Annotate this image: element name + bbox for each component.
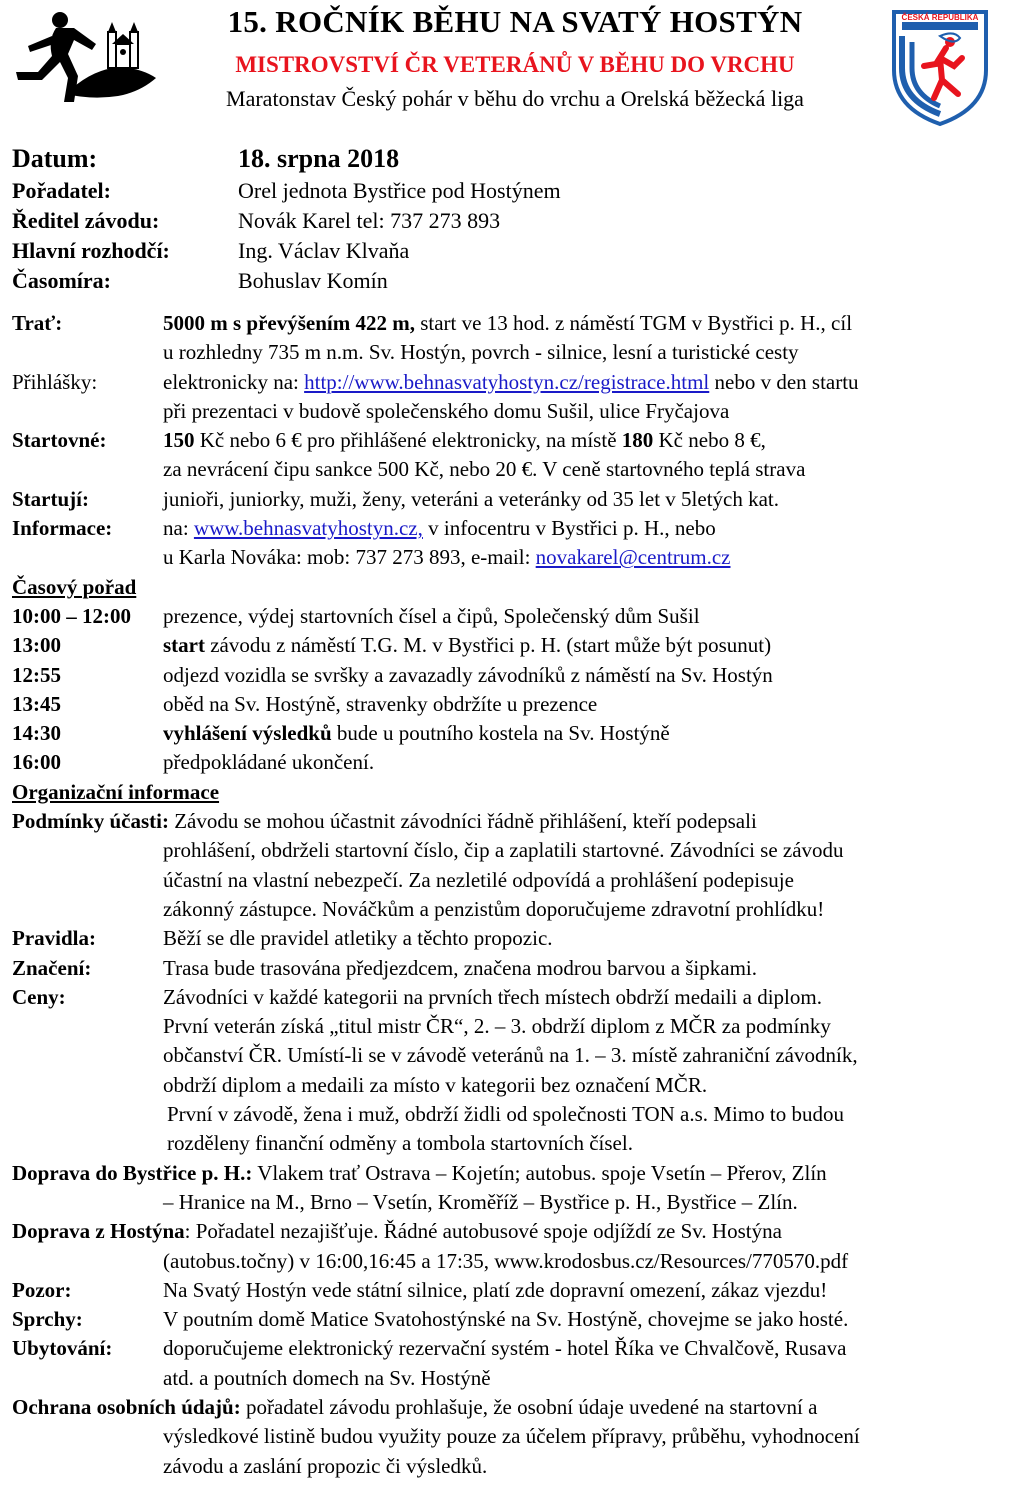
referee-row: Hlavní rozhodčí: Ing. Václav Klvaňa — [12, 238, 410, 263]
podminky-row-2: prohlášení, obdrželi startovní číslo, čip a zaplatili startovné. Závodníci se závodu — [163, 838, 844, 863]
schedule-item — [12, 602, 1018, 631]
schedule-time: 14:30 — [12, 721, 61, 746]
header — [0, 0, 1024, 140]
podminky-row: Podmínky účasti: Závodu se mohou účastnit závodníci řádně přihlášení, kteří podepsali — [12, 809, 757, 834]
ubytovani-row: Ubytování: doporučujeme elektronický rezervační systém - hotel Říka ve Chvalčově, Rusava — [12, 1336, 847, 1361]
ceny-row-5: První v závodě, žena i muž, obdrží židli od společnosti TON a.s. Mimo to budou — [167, 1102, 844, 1127]
subtitle: MISTROVSTVÍ ČR VETERÁNŮ V BĚHU DO VRCHU — [235, 52, 795, 77]
schedule-list — [12, 602, 1018, 778]
propositions — [12, 309, 1018, 1481]
informace-row: Informace: na: www.behnasvatyhostyn.cz, v infocentru v Bystřici p. H., nebo — [12, 516, 716, 541]
federation-shield-logo — [888, 8, 992, 128]
trat-row-2: u rozhledny 735 m n.m. Sv. Hostýn, povrch - silnice, lesní a turistické cesty — [163, 340, 799, 365]
ceny-row-2: První veterán získá „titul mistr ČR“, 2. – 3. obdrží diplom z MČR za podmínky — [163, 1014, 831, 1039]
znaceni-row: Značení: Trasa bude trasována předjezdcem, značena modrou barvou a šipkami. — [12, 955, 758, 980]
schedule-item — [12, 690, 1018, 719]
page-title: 15. ROČNÍK BĚHU NA SVATÝ HOSTÝN — [227, 4, 803, 39]
ochrana-row: Ochrana osobních údajů: pořadatel závodu prohlašuje, že osobní údaje uvedené na startovní a — [12, 1394, 818, 1419]
ochrana-row-2: výsledkové listině budou využity pouze za účelem přípravy, průběhu, vyhodnocení — [163, 1424, 860, 1449]
schedule-time: 13:00 — [12, 633, 61, 658]
event-info — [12, 142, 1012, 296]
website-link[interactable]: www.behnasvatyhostyn.cz, — [193, 516, 423, 541]
prihlasky-row-2: při prezentaci v budově společenského domu Sušil, ulice Fryčajova — [163, 398, 730, 423]
podminky-row-4: zákonný zástupce. Nováčkům a penzistům doporučujeme zdravotní prohlídku! — [163, 896, 825, 921]
schedule-item — [12, 631, 1018, 660]
schedule-time: 10:00 – 12:00 — [12, 603, 131, 628]
ceny-row-4: obdrží diplom a medaili za místo v kategorii bez označení MČR. — [163, 1072, 708, 1097]
startuji-row: Startují: junioři, juniorky, muži, ženy, veteráni a veteránky od 35 let v 5letých kat. — [12, 486, 780, 511]
director-row: Ředitel závodu: Novák Karel tel: 737 273 893 — [12, 208, 501, 233]
subtitle-series: Maratonstav Český pohár v běhu do vrchu a Orelská běžecká liga — [226, 86, 804, 111]
doprava-do-row: Doprava do Bystřice p. H.: Vlakem trať Ostrava – Kojetín; autobus. spoje Vsetín – Přerov, Zlín — [12, 1160, 827, 1185]
schedule-title: Časový pořad — [12, 574, 137, 599]
schedule-time: 13:45 — [12, 691, 61, 716]
schedule-item — [12, 748, 1018, 777]
schedule-text: odjezd vozidla se svršky a zavazadly závodníků z náměstí na Sv. Hostýn — [163, 662, 773, 687]
ceny-row-3: občanství ČR. Umístí-li se v závodě veteránů na 1. – 3. místě zahraniční závodník, — [163, 1043, 858, 1068]
doprava-do-row-2: – Hranice na M., Brno – Vsetín, Kroměříž – Bystřice p. H., Bystřice – Zlín. — [163, 1189, 798, 1214]
org-title: Organizační informace — [12, 779, 220, 804]
schedule-time: 12:55 — [12, 662, 61, 687]
date-row: Datum: 18. srpna 2018 — [12, 144, 400, 173]
startovne-row-2: za nevrácení čipu sankce 500 Kč, nebo 20 €. V ceně startovného teplá strava — [163, 457, 806, 482]
doprava-z-row: Doprava z Hostýna: Pořadatel nezajišťuje. Řádné autobusové spoje odjíždí ze Sv. Hostýna — [12, 1219, 782, 1244]
organizer-row: Pořadatel: Orel jednota Bystřice pod Hostýnem — [12, 178, 561, 203]
ubytovani-row-2: atd. a poutních domech na Sv. Hostýně — [163, 1365, 491, 1390]
pravidla-row: Pravidla: Běží se dle pravidel atletiky a těchto propozic. — [12, 926, 553, 951]
schedule-text: předpokládané ukončení. — [163, 750, 375, 775]
prihlasky-row: Přihlášky: elektronicky na: http://www.behnasvatyhostyn.cz/registrace.html nebo v den startu — [12, 369, 859, 394]
sprchy-row: Sprchy: V poutním domě Matice Svatohostýnské na Sv. Hostýně, chovejme se jako hosté. — [12, 1307, 849, 1332]
ochrana-row-3: závodu a zaslání propozic či výsledků. — [163, 1453, 488, 1478]
registration-link[interactable]: http://www.behnasvatyhostyn.cz/registrace.html — [304, 369, 710, 394]
trat-row: Trať: 5000 m s převýšením 422 m, start ve 13 hod. z náměstí TGM v Bystřici p. H., cíl — [12, 311, 853, 335]
schedule-text: vyhlášení výsledků bude u poutního kostela na Sv. Hostýně — [163, 721, 670, 746]
logo-text: ČESKÁ REPUBLIKA — [901, 13, 979, 22]
schedule-item — [12, 719, 1018, 748]
informace-row-2: u Karla Nováka: mob: 737 273 893, e-mail: novakarel@centrum.cz — [163, 545, 731, 570]
podminky-row-3: účastní na vlastní nebezpečí. Za nezletilé odpovídá a prohlášení podepisuje — [163, 867, 794, 892]
schedule-time: 16:00 — [12, 750, 61, 775]
startovne-row: Startovné: 150 Kč nebo 6 € pro přihlášené elektronicky, na místě 180 Kč nebo 8 €, — [12, 428, 766, 453]
schedule-text: start závodu z náměstí T.G. M. v Bystřici p. H. (start může být posunut) — [163, 633, 772, 658]
doprava-z-row-2: (autobus.točny) v 16:00,16:45 a 17:35, www.krodosbus.cz/Resources/770570.pdf — [163, 1248, 849, 1273]
timing-row: Časomíra: Bohuslav Komín — [12, 268, 388, 293]
schedule-text: prezence, výdej startovních čísel a čipů, Společenský dům Sušil — [163, 603, 700, 628]
pozor-row: Pozor: Na Svatý Hostýn vede státní silnice, platí zde dopravní omezení, zákaz vjezdu! — [12, 1277, 828, 1302]
email-link[interactable]: novakarel@centrum.cz — [535, 545, 731, 570]
schedule-item — [12, 661, 1018, 690]
ceny-row: Ceny: Závodníci v každé kategorii na prvních třech místech obdrží medaili a diplom. — [12, 984, 822, 1009]
runner-church-logo — [8, 6, 158, 106]
ceny-row-6: rozděleny finanční odměny a tombola startovních čísel. — [167, 1131, 633, 1156]
schedule-text: oběd na Sv. Hostýně, stravenky obdržíte u prezence — [163, 691, 598, 716]
